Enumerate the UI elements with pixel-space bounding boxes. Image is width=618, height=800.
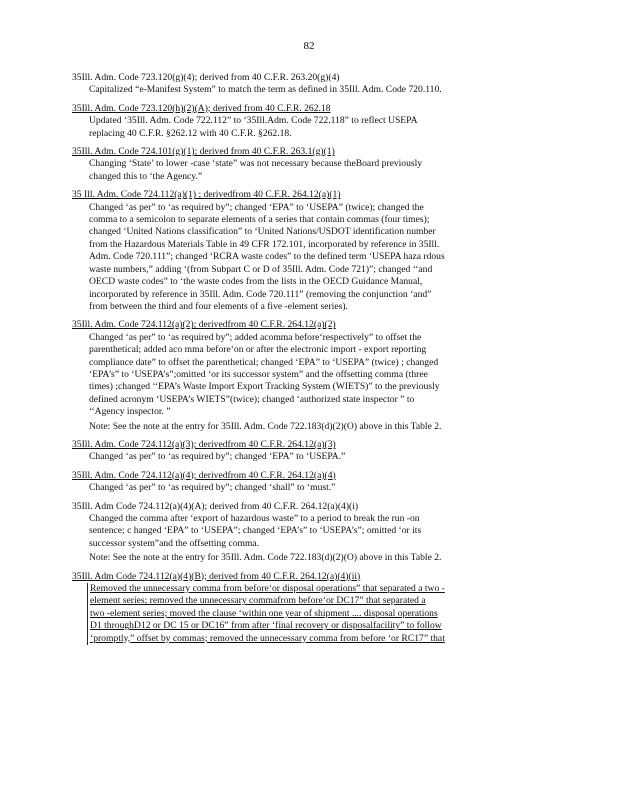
explanation-line: from the Hazardous Materials Table in 49 CFR 172.101, incorporated by reference in 35Ill. [89,238,440,250]
explanation-line: compliance date” to offset the parenthetical; changed ‘EPA” to ‘USEPA” (twice) ; changed [89,356,439,368]
explanation-line: from between the third and four elements of a five -element series). [89,300,348,312]
explanation-line: changed ‘United Nations classification” to ‘United Nations/USDOT identification number [89,226,436,238]
entry-heading [72,319,542,331]
explanation-line: Removed the unnecessary comma from before‘or disposal operations” that separated a two - [90,583,445,595]
explanation-line: sentence; c hanged ‘EPA” to ‘USEPA”; changed ‘EPA’s” to ‘USEPA’s”; omitted ‘or its [89,525,422,537]
entry-heading-text: 35Ill. Adm. Code 724.101(g)(1); derived from 40 C.F.R. 263.1(g)(1) [72,146,335,158]
explanation-line: defined acronym ‘USEPA’s WIETS”(twice); changed ‘authorized state inspector ” to [89,393,415,405]
entry-heading-text: 35Ill. Adm. Code 724.112(a)(4); derivedfrom 40 C.F.R. 264.12(a)(4) [72,469,336,481]
explanation-line: successor system”and the offsetting comma. [89,537,260,549]
explanation-line: two -element series; moved the clause ‘within one year of shipment .... disposal operations [90,607,438,619]
entry-heading [72,439,542,451]
table-entry [72,103,542,140]
entry-explanation [89,332,542,419]
explanation-line: Adm. Code 720.111”; changed ‘RCRA waste codes” to the defined term ‘USEPA haza rdous [89,251,445,263]
entry-heading-text: 35 Ill. Adm. Code 724.112(a)(1) ; derivedfrom 40 C.F.R. 264.12(a)(1) [72,189,341,201]
explanation-line: times) ;changed ‘‘EPA’s Waste Import Export Tracking System (WIETS)” to the previously [89,381,440,393]
table-entry [72,501,542,565]
table-entry [72,439,542,464]
entry-explanation [89,158,542,183]
entry-heading [72,189,542,201]
table-entry [72,319,542,433]
entry-explanation [89,513,542,550]
entry-explanation [87,583,542,645]
entry-heading [72,501,542,513]
explanation-line: OECD waste codes” to ‘the waste codes from the lists in the OECD Guidance Manual, [89,276,423,288]
entry-heading-text: 35Ill. Adm. Code 724.112(a)(2); derivedfrom 40 C.F.R. 264.12(a)(2) [72,319,336,331]
explanation-line: parenthetical; added aco mma before‘on or after the electronic import - export reporting [89,344,427,356]
explanation-line: changed this to ‘the Agency.” [89,170,203,182]
explanation-line: ‘promptly,” offset by commas; removed the unnecessary comma from before ‘or RC17” that [90,632,445,644]
explanation-line: Capitalized “e-Manifest System” to match the term as defined in 35Ill. Adm. Code 720.110. [89,84,442,96]
entry-heading-text: 35Ill. Adm Code 724.112(a)(4)(B); derived from 40 C.F.R. 264.12(a)(4)(ii) [72,570,361,582]
explanation-line: incorporated by reference in 35Ill. Adm. Code 720.111” (removing the conjunction ‘and” [89,288,432,300]
explanation-line: Changed ‘as per” to ‘as required by”; added acomma before‘respectively” to offset the [89,331,422,343]
explanation-line: Changed the comma after ‘export of hazardous waste” to a period to break the run -on [89,513,420,524]
explanation-line: Changing ‘State’ to lower -case ‘state” was not necessary because theBoard previously [89,158,423,170]
entry-explanation [89,202,542,314]
explanation-line: waste numbers,” adding ‘(from Subpart C or D of 35Ill. Adm. Code 721)”; changed ‘‘and [89,263,433,275]
entry-heading [72,146,542,158]
entry-heading-text: 35Ill. Adm. Code 724.112(a)(3); derivedfrom 40 C.F.R. 264.12(a)(3) [72,438,336,450]
entry-explanation [89,451,542,463]
explanation-line: replacing 40 C.F.R. §262.12 with 40 C.F.R. §262.18. [89,127,292,139]
explanation-line: Changed ‘as per” to ‘as required by”; changed ‘EPA” to ‘USEPA” (twice); changed the [89,201,424,213]
entry-heading-text: 35Ill. Adm. Code 723.120(g)(4); derived from 40 C.F.R. 263.20(g)(4) [72,72,340,83]
entry-note: Note: See the note at the entry for 35Ill. Adm. Code 722.183(d)(2)(O) above in this Table 2. [89,552,442,564]
entry-heading [72,470,542,482]
document-body [72,72,542,651]
entry-heading-text: 35Ill. Adm Code 724.112(a)(4)(A); derived from 40 C.F.R. 264.12(a)(4)(i) [72,500,359,512]
explanation-line: ‘EPA’s” to ‘USEPA’s”;omitted ‘or its successor system” and the offsetting comma (three [89,368,428,380]
entry-heading [72,72,542,84]
explanation-line: Changed ‘as per” to ‘as required by”; changed ‘EPA” to ‘USEPA.” [89,451,346,463]
explanation-line: ‘‘Agency inspector. ” [89,406,171,418]
table-entry [72,189,542,313]
table-entry [72,72,542,97]
explanation-line: Updated ‘35Ill. Adm. Code 722.112” to ‘35Ill.Adm. Code 722.118” to reflect USEPA [89,115,418,127]
entry-explanation [89,84,542,96]
entry-heading [72,103,542,115]
entry-heading-text: 35Ill. Adm. Code 723.120(h)(2)(A); derived from 40 C.F.R. 262.18 [72,102,331,114]
explanation-line: comma to a semicolon to separate elements of a series that contain commas (four times); [89,214,430,226]
table-entry [72,571,542,645]
entry-explanation [89,115,542,140]
entry-note: Note: See the note at the entry for 35Ill. Adm. Code 722.183(d)(2)(O) above in this Table 2. [89,420,442,432]
page-number: 82 [303,40,315,52]
table-entry [72,470,542,495]
explanation-line: element series; removed the unnecessary commafrom before‘or DC17” that separated a [90,595,426,607]
explanation-line: Changed ‘as per” to ‘as required by”; changed ‘shall” to ‘must.” [89,482,336,494]
entry-explanation [89,482,542,494]
entry-heading [72,571,542,583]
explanation-line: D1 throughD12 or DC 15 or DC16” from after ‘final recovery or disposalfacility” to follow [90,620,442,632]
table-entry [72,146,542,183]
